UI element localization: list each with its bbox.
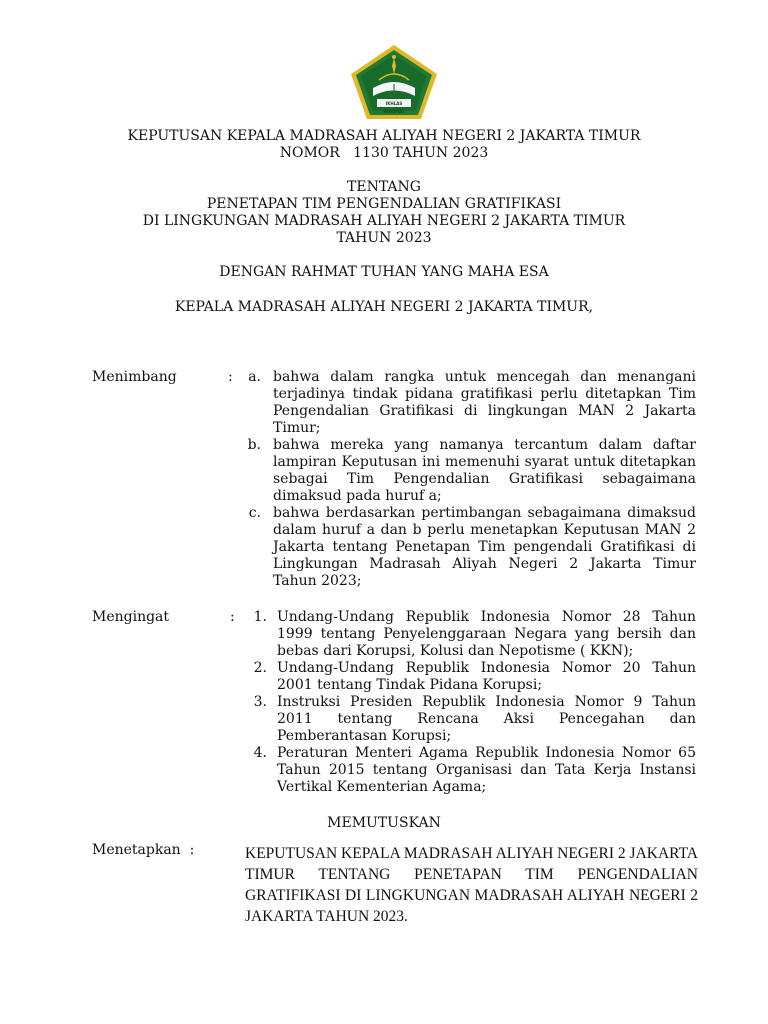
mengingat-label: Mengingat <box>92 609 170 625</box>
mengingat-mark-3: 3. <box>253 694 267 710</box>
mengingat-mark-2: 2. <box>253 660 267 676</box>
menimbang-label: Menimbang <box>92 369 177 385</box>
subject-line-1: PENETAPAN TIM PENGENDALIAN GRATIFIKASI <box>206 196 562 212</box>
menimbang-item-b: bahwa mereka yang namanya tercantum dalam daftar lampiran Keputusan ini memenuhi syarat untuk ditetapkan sebagai Tim Pengendalian Gratifikasi sebagaimana dimaksud pada huruf a; <box>273 437 696 504</box>
blessing-line: DENGAN RAHMAT TUHAN YANG MAHA ESA <box>219 264 549 280</box>
mengingat-item-3: Instruksi Presiden Republik Indonesia Nomor 9 Tahun 2011 tentang Rencana Aksi Pencegahan dan Pemberantasan Korupsi; <box>277 694 696 744</box>
mengingat-mark-4: 4. <box>253 745 267 761</box>
decree-title: KEPUTUSAN KEPALA MADRASAH ALIYAH NEGERI 2 JAKARTA TIMUR <box>127 128 641 144</box>
mengingat-item-1: Undang-Undang Republik Indonesia Nomor 28 Tahun 1999 tentang Penyelenggaraan Negara yang bersih dan bebas dari Korupsi, Kolusi dan Nepotisme ( KKN); <box>277 609 696 659</box>
menimbang-item-c: bahwa berdasarkan pertimbangan sebagaimana dimaksud dalam huruf a dan b perlu menetapkan Keputusan MAN 2 Jakarta tentang Penetapan Tim pengendali Gratifikasi di Lingkungan Madrasah Aliyah Negeri 2 Jakarta Timur Tahun 2023; <box>273 505 696 589</box>
mengingat-mark-1: 1. <box>253 609 267 625</box>
menimbang-mark-b: b. <box>247 437 261 453</box>
menimbang-mark-c: c. <box>248 505 261 521</box>
mengingat-item-2: Undang-Undang Republik Indonesia Nomor 20 Tahun 2001 tentang Tindak Pidana Korupsi; <box>277 660 696 693</box>
decree-number: NOMOR 1130 TAHUN 2023 <box>279 145 489 161</box>
logo-motto: IKHLAS BERAMAL <box>383 101 405 114</box>
memutuskan-heading: MEMUTUSKAN <box>327 815 441 831</box>
subject-line-3: TAHUN 2023 <box>336 230 432 246</box>
menimbang-mark-a: a. <box>248 369 261 385</box>
official-line: KEPALA MADRASAH ALIYAH NEGERI 2 JAKARTA TIMUR, <box>174 299 594 315</box>
menimbang-colon: : <box>228 369 233 385</box>
menetapkan-text: KEPUTUSAN KEPALA MADRASAH ALIYAH NEGERI 2 JAKARTA TIMUR TENTANG PENETAPAN TIM PENGENDALIAN GRATIFIKASI DI LINGKUNGAN MADRASAH ALIYAH NEGERI 2 JAKARTA TAHUN 2023. <box>245 845 698 925</box>
mengingat-colon: : <box>230 609 235 625</box>
mengingat-item-4: Peraturan Menteri Agama Republik Indonesia Nomor 65 Tahun 2015 tentang Organisasi dan Tata Kerja Instansi Vertikal Kementerian Agama; <box>277 745 696 795</box>
menimbang-item-a: bahwa dalam rangka untuk mencegah dan menangani terjadinya tindak pidana gratifikasi perlu ditetapkan Tim Pengendalian Gratifikasi di lingkungan MAN 2 Jakarta Timur; <box>273 369 696 436</box>
menetapkan-label: Menetapkan : <box>92 842 195 858</box>
tentang-heading: TENTANG <box>347 179 421 195</box>
subject-line-2: DI LINGKUNGAN MADRASAH ALIYAH NEGERI 2 JAKARTA TIMUR <box>142 213 626 229</box>
